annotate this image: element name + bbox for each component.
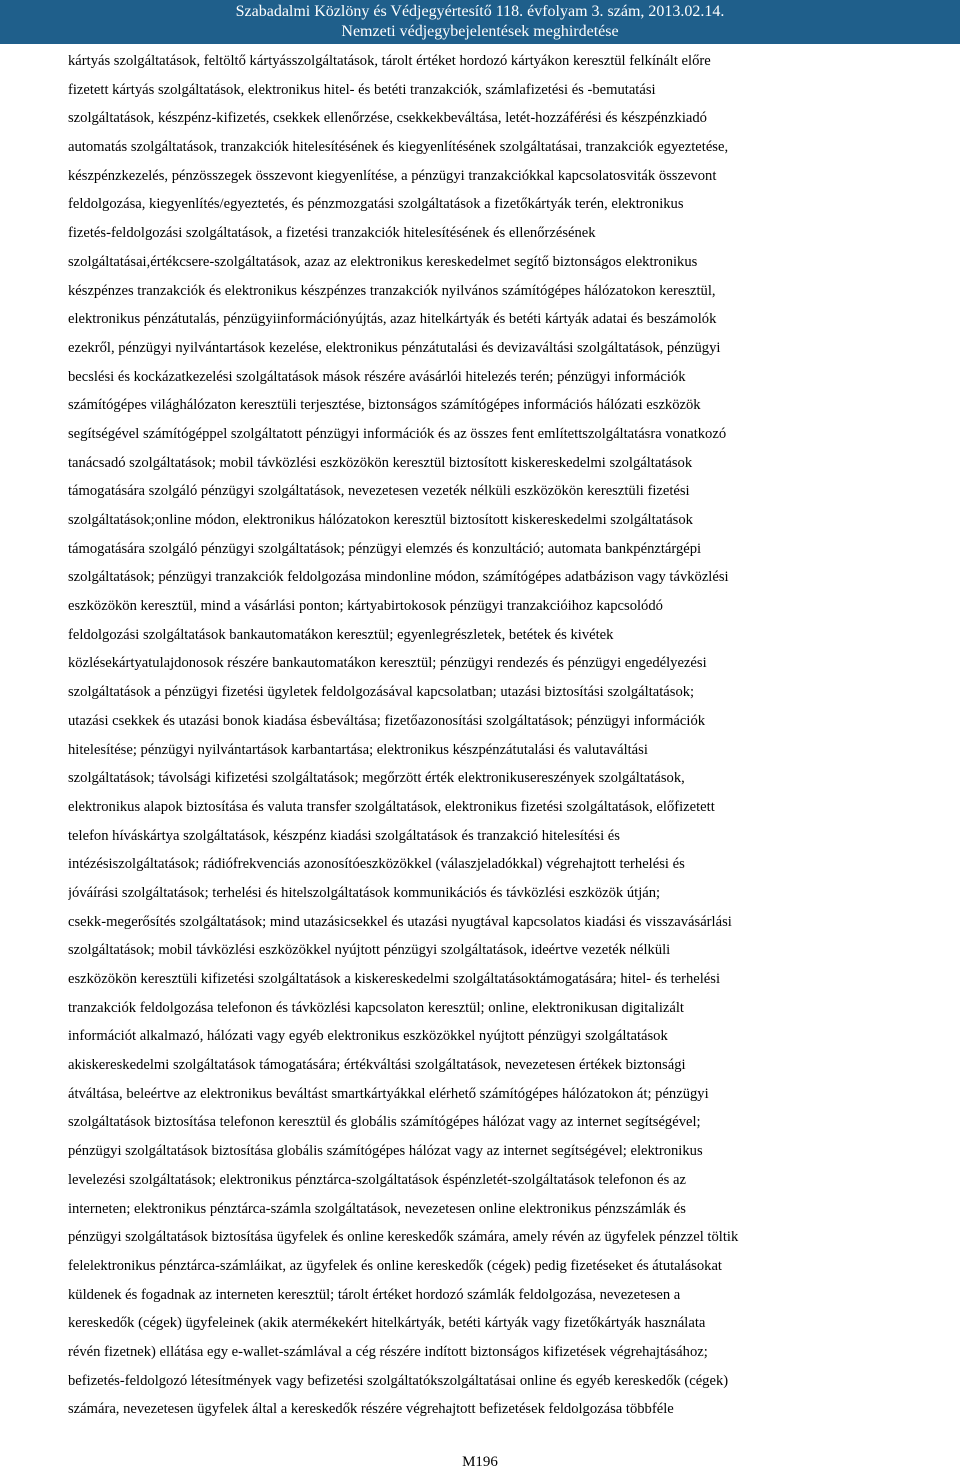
- text-line: kártyás szolgáltatások, feltöltő kártyásszolgáltatások, tárolt értéket hordozó kártyákon keresztül felkínált előre: [68, 53, 711, 69]
- text-line: szolgáltatások;online módon, elektronikus hálózatokon keresztül biztosított kiskereskedelmi szolgáltatások: [68, 512, 693, 528]
- text-line: pénzügyi szolgáltatások biztosítása globális számítógépes hálózat vagy az internet segítségével; elektronikus: [68, 1143, 703, 1160]
- text-line: automatás szolgáltatások, tranzakciók hitelesítésének és kiegyenlítésének szolgáltatásai, tranzakciók egyeztetése,: [68, 139, 729, 156]
- text-line: befizetés-feldolgozó létesítmények vagy befizetési szolgáltatókszolgáltatásai online és egyéb kereskedők (cégek): [68, 1372, 729, 1389]
- text-line: akiskereskedelmi szolgáltatások támogatására; értékváltási szolgáltatások, nevezetesen értékek biztonsági: [68, 1057, 686, 1074]
- text-line: készpénzes tranzakciók és elektronikus készpénzes tranzakciók nyilvános számítógépes hálózatokon keresztül,: [68, 282, 716, 299]
- text-line: jóváírási szolgáltatások; terhelési és hitelszolgáltatások kommunikációs és távközlési eszközök útján;: [68, 884, 661, 901]
- text-line: szolgáltatások; pénzügyi tranzakciók feldolgozása mindonline módon, számítógépes adatbázison vagy távközlési: [68, 569, 729, 586]
- text-line: intézésiszolgáltatások; rádiófrekvenciás azonosítóeszközökkel (válaszjeladókkal) végrehajtott terhelési és: [68, 856, 685, 873]
- text-line: számára, nevezetesen ügyfelek által a kereskedők részére végrehajtott befizetések feldolgozása többféle: [68, 1401, 674, 1418]
- text-line: fizetett kártyás szolgáltatások, elektronikus hitel- és betéti tranzakciók, számlafizetési és -bemutatási: [68, 81, 656, 98]
- page-number: M196: [462, 1454, 498, 1470]
- text-line: interneten; elektronikus pénztárca-számla szolgáltatások, nevezetesen online elektronikus pénzszámlák és: [68, 1200, 686, 1217]
- text-line: csekk-megerősítés szolgáltatások; mind utazásicsekkel és utazási nyugtával kapcsolatos kiadási és visszavásárlási: [68, 913, 732, 930]
- text-line: révén fizetnek) ellátása egy e-wallet-számlával a cég részére indított biztonságos kifizetések végrehajtásához;: [68, 1343, 708, 1360]
- text-line: közlésekártyatulajdonosok részére bankautomatákon keresztül; pénzügyi rendezés és pénzügyi engedélyezési: [68, 655, 707, 672]
- text-line: szolgáltatások a pénzügyi fizetési ügyletek feldolgozásával kapcsolatban; utazási biztosítási szolgáltatások;: [68, 684, 695, 701]
- text-line: szolgáltatások; távolsági kifizetési szolgáltatások; megőrzött érték elektronikusereszények szolgáltatások,: [68, 770, 685, 787]
- text-line: fizetés-feldolgozási szolgáltatások, a fizetési tranzakciók hitelesítésének és ellenőrzésének: [68, 225, 596, 242]
- text-line: szolgáltatások biztosítása telefonon keresztül és globális számítógépes hálózat vagy az internet segítségével;: [68, 1114, 701, 1131]
- page-header: [0, 0, 960, 44]
- text-line: támogatására szolgáló pénzügyi szolgáltatások; pénzügyi elemzés és konzultáció; automata bankpénztárgépi: [68, 540, 702, 557]
- header-subtitle: Nemzeti védjegybejelentések meghirdetése: [341, 23, 619, 40]
- text-line: feldolgozási szolgáltatások bankautomatákon keresztül; egyenlegrészletek, betétek és kivétek: [68, 626, 614, 643]
- text-line: felelektronikus pénztárca-számláikat, az ügyfelek és online kereskedők (cégek) pedig fizetéseket és átutalásokat: [68, 1257, 722, 1274]
- text-line: eszközökön keresztül, mind a vásárlási ponton; kártyabirtokosok pénzügyi tranzakcióihoz kapcsolódó: [68, 598, 663, 615]
- text-line: átváltása, beleértve az elektronikus beváltást smartkártyákkal elérhető számítógépes hálózatokon át; pénzügyi: [68, 1085, 709, 1102]
- text-line: tranzakciók feldolgozása telefonon és távközlési kapcsolaton keresztül; online, elektronikusan digitalizált: [68, 999, 684, 1016]
- text-line: információt alkalmazó, hálózati vagy egyéb elektronikus eszközökkel nyújtott pénzügyi szolgáltatások: [68, 1028, 668, 1045]
- text-line: hitelesítése; pénzügyi nyilvántartások karbantartása; elektronikus készpénzátutalási és valutaváltási: [68, 741, 648, 758]
- text-line: pénzügyi szolgáltatások biztosítása ügyfelek és online kereskedők számára, amely révén az ügyfelek pénzzel töltik: [68, 1229, 739, 1246]
- text-line: szolgáltatások; mobil távközlési eszközökkel nyújtott pénzügyi szolgáltatások, ideértve vezeték nélküli: [68, 942, 671, 959]
- text-line: számítógépes világhálózaton keresztüli terjesztése, biztonságos számítógépes információs hálózati eszközök: [68, 397, 701, 414]
- header-title: Szabadalmi Közlöny és Védjegyértesítő 118. évfolyam 3. szám, 2013.02.14.: [235, 3, 725, 20]
- text-line: segítségével számítógéppel szolgáltatott pénzügyi információk és az összes fent említettszolgáltatásra vonatkozó: [68, 425, 727, 442]
- text-line: levelezési szolgáltatások; elektronikus pénztárca-szolgáltatások éspénzletét-szolgáltatások telefonon és az: [68, 1171, 686, 1188]
- text-line: készpénzkezelés, pénzösszegek összevont kiegyenlítése, a pénzügyi tranzakciókkal kapcsolatosviták összevont: [68, 167, 717, 184]
- text-line: elektronikus pénzátutalás, pénzügyiinformációnyújtás, azaz hitelkártyák és betéti kártyák adatai és beszámolók: [68, 311, 717, 328]
- text-line: küldenek és fogadnak az interneten keresztül; tárolt értéket hordozó számlák feldolgozása, nevezetesen a: [68, 1286, 681, 1303]
- text-line: szolgáltatásai,értékcsere-szolgáltatások, azaz az elektronikus kereskedelmet segítő biztonságos elektronikus: [68, 253, 698, 270]
- text-line: elektronikus alapok biztosítása és valuta transfer szolgáltatások, elektronikus fizetési szolgáltatások, előfizetett: [68, 798, 715, 815]
- text-line: támogatására szolgáló pénzügyi szolgáltatások, nevezetesen vezeték nélküli eszközökön keresztüli fizetési: [68, 483, 690, 500]
- text-line: kereskedők (cégek) ügyfeleinek (akik atermékekért hitelkártyák, betéti kártyák vagy fizetőkártyák használata: [68, 1315, 706, 1332]
- text-line: tanácsadó szolgáltatások; mobil távközlési eszközökön keresztül biztosított kiskereskedelmi szolgáltatások: [68, 454, 693, 471]
- body-text: [68, 47, 898, 1424]
- text-line: szolgáltatások, készpénz-kifizetés, csekkek ellenőrzése, csekkekbeváltása, letét-hozzáférési és készpénzkiadó: [68, 110, 707, 127]
- text-line: eszközökön keresztüli kifizetési szolgáltatások a kiskereskedelmi szolgáltatásoktámogatására; hitel- és terhelési: [68, 971, 721, 987]
- text-line: ezekről, pénzügyi nyilvántartások kezelése, elektronikus pénzátutalási és devizaváltási szolgáltatások, pénzügyi: [68, 339, 721, 356]
- text-line: feldolgozása, kiegyenlítés/egyeztetés, és pénzmozgatási szolgáltatások a fizetőkártyák terén, elektronikus: [68, 196, 684, 213]
- text-line: telefon híváskártya szolgáltatások, készpénz kiadási szolgáltatások és tranzakció hitelesítési és: [68, 827, 620, 844]
- text-line: utazási csekkek és utazási bonok kiadása ésbeváltása; fizetőazonosítási szolgáltatások; pénzügyi információk: [68, 712, 706, 729]
- text-line: becslési és kockázatkezelési szolgáltatások mások részére avásárlói hitelezés terén; pénzügyi információk: [68, 368, 686, 385]
